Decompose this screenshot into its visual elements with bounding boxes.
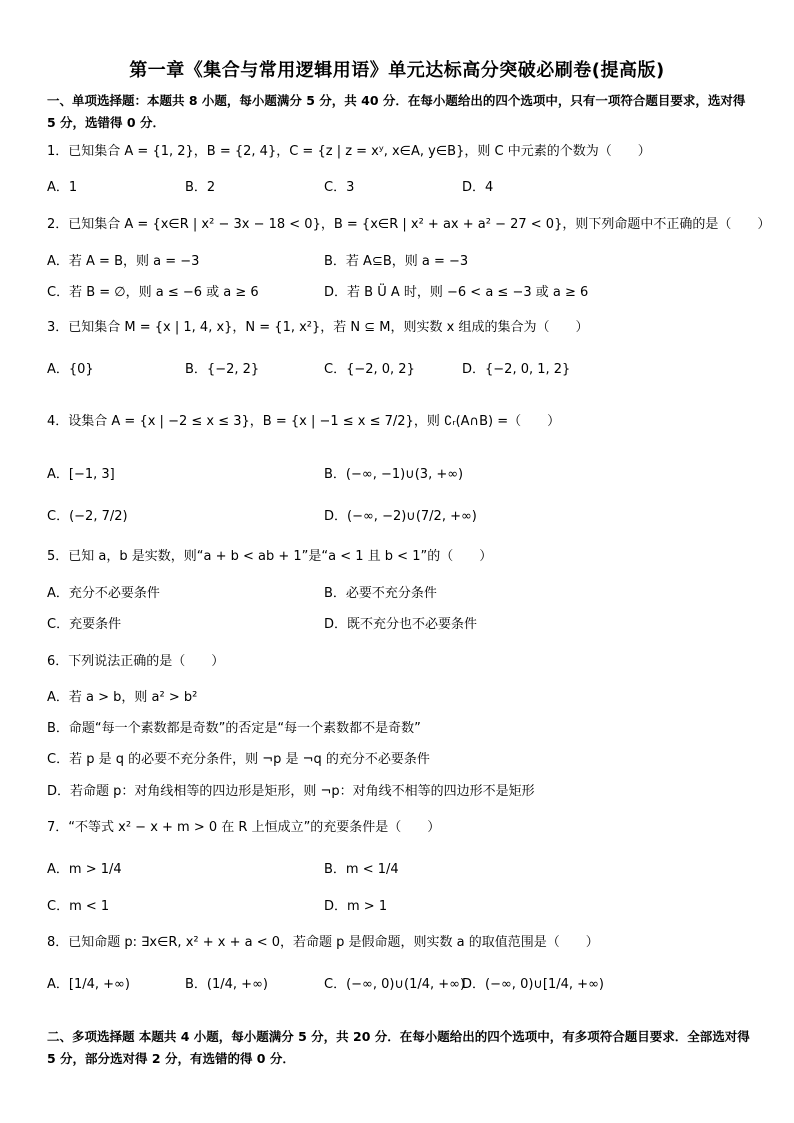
question-2-option-a: A．若 A = B，则 a = −3 <box>47 254 200 269</box>
question-1-option-a: A．1 <box>47 180 78 195</box>
section-1-header: 一、单项选择题：本题共 8 小题，每小题满分 5 分，共 40 分．在每小题给出的四个选项中，只有一项符合题目要求，选对得 5 分，选错得 0 分． <box>47 93 746 130</box>
question-1-option-c: C．3 <box>324 180 355 195</box>
question-1-option-d: D．4 <box>462 180 494 195</box>
question-6-stem: 6．下列说法正确的是（ ） <box>47 654 225 669</box>
question-7-option-b: B．m < 1/4 <box>324 862 399 877</box>
question-8-stem: 8．已知命题 p: ∃x∈R, x² + x + a < 0，若命题 p 是假命题，则实数 a 的取值范围是（ ） <box>47 935 599 950</box>
question-6-option-a: A．若 a > b，则 a² > b² <box>47 690 198 705</box>
question-8-option-a: A．[1/4, +∞) <box>47 977 130 992</box>
question-3-option-a: A．{0} <box>47 362 94 377</box>
question-8-option-c: C．(−∞, 0)∪(1/4, +∞) <box>324 977 466 992</box>
question-3-option-c: C．{−2, 0, 2} <box>324 362 415 377</box>
question-5-option-a: A．充分不必要条件 <box>47 586 160 601</box>
question-2-option-d: D．若 B Ü A 时，则 −6 < a ≤ −3 或 a ≥ 6 <box>324 285 589 300</box>
question-2-option-b: B．若 A⊆B，则 a = −3 <box>324 254 469 269</box>
question-7-stem: 7．“不等式 x² − x + m > 0 在 R 上恒成立”的充要条件是（ ） <box>47 820 441 835</box>
question-5-option-b: B．必要不充分条件 <box>324 586 437 601</box>
question-2-option-c: C．若 B = ∅，则 a ≤ −6 或 a ≥ 6 <box>47 285 259 300</box>
section-2-header: 二、多项选择题 本题共 4 小题，每小题满分 5 分，共 20 分．在每小题给出的四个选项中，有多项符合题目要求．全部选对得 5 分，部分选对得 2 分，有选错的得 0 分． <box>47 1029 750 1066</box>
question-7-option-a: A．m > 1/4 <box>47 862 122 877</box>
question-2-stem: 2．已知集合 A = {x∈R | x² − 3x − 18 < 0}，B = {x∈R | x² + ax + a² − 27 < 0}，则下列命题中不正确的是（ ） <box>47 217 771 232</box>
question-6-option-d: D．若命题 p：对角线相等的四边形是矩形，则 ¬p：对角线不相等的四边形不是矩形 <box>47 784 535 799</box>
question-7-option-d: D．m > 1 <box>324 899 388 914</box>
question-3-option-d: D．{−2, 0, 1, 2} <box>462 362 571 377</box>
question-3-option-b: B．{−2, 2} <box>185 362 260 377</box>
question-4-option-b: B．(−∞, −1)∪(3, +∞) <box>324 467 464 482</box>
question-4-option-d: D．(−∞, −2)∪(7/2, +∞) <box>324 509 477 524</box>
question-5-option-c: C．充要条件 <box>47 617 122 632</box>
question-8-option-b: B．(1/4, +∞) <box>185 977 268 992</box>
question-6-option-b: B．命题“每一个素数都是奇数”的否定是“每一个素数都不是奇数” <box>47 721 421 736</box>
question-3-stem: 3．已知集合 M = {x | 1, 4, x}，N = {1, x²}，若 N ⊆ M，则实数 x 组成的集合为（ ） <box>47 320 589 335</box>
question-8-option-d: D．(−∞, 0)∪[1/4, +∞) <box>462 977 604 992</box>
page-title: 第一章《集合与常用逻辑用语》单元达标高分突破必刷卷(提高版) <box>129 60 665 81</box>
question-4-option-a: A．[−1, 3] <box>47 467 115 482</box>
question-6-option-c: C．若 p 是 q 的必要不充分条件，则 ¬p 是 ¬q 的充分不必要条件 <box>47 752 430 767</box>
question-1-option-b: B．2 <box>185 180 216 195</box>
question-5-option-d: D．既不充分也不必要条件 <box>324 617 478 632</box>
question-7-option-c: C．m < 1 <box>47 899 110 914</box>
question-1-stem: 1．已知集合 A = {1, 2}，B = {2, 4}，C = {z | z = xʸ, x∈A, y∈B}，则 C 中元素的个数为（ ） <box>47 144 651 159</box>
question-5-stem: 5．已知 a，b 是实数，则“a + b < ab + 1”是“a < 1 且 b < 1”的（ ） <box>47 549 493 564</box>
question-4-option-c: C．(−2, 7/2) <box>47 509 128 524</box>
question-4-stem: 4．设集合 A = {x | −2 ≤ x ≤ 3}，B = {x | −1 ≤ x ≤ 7/2}，则 ∁ᵣ(A∩B) =（ ） <box>47 414 561 429</box>
